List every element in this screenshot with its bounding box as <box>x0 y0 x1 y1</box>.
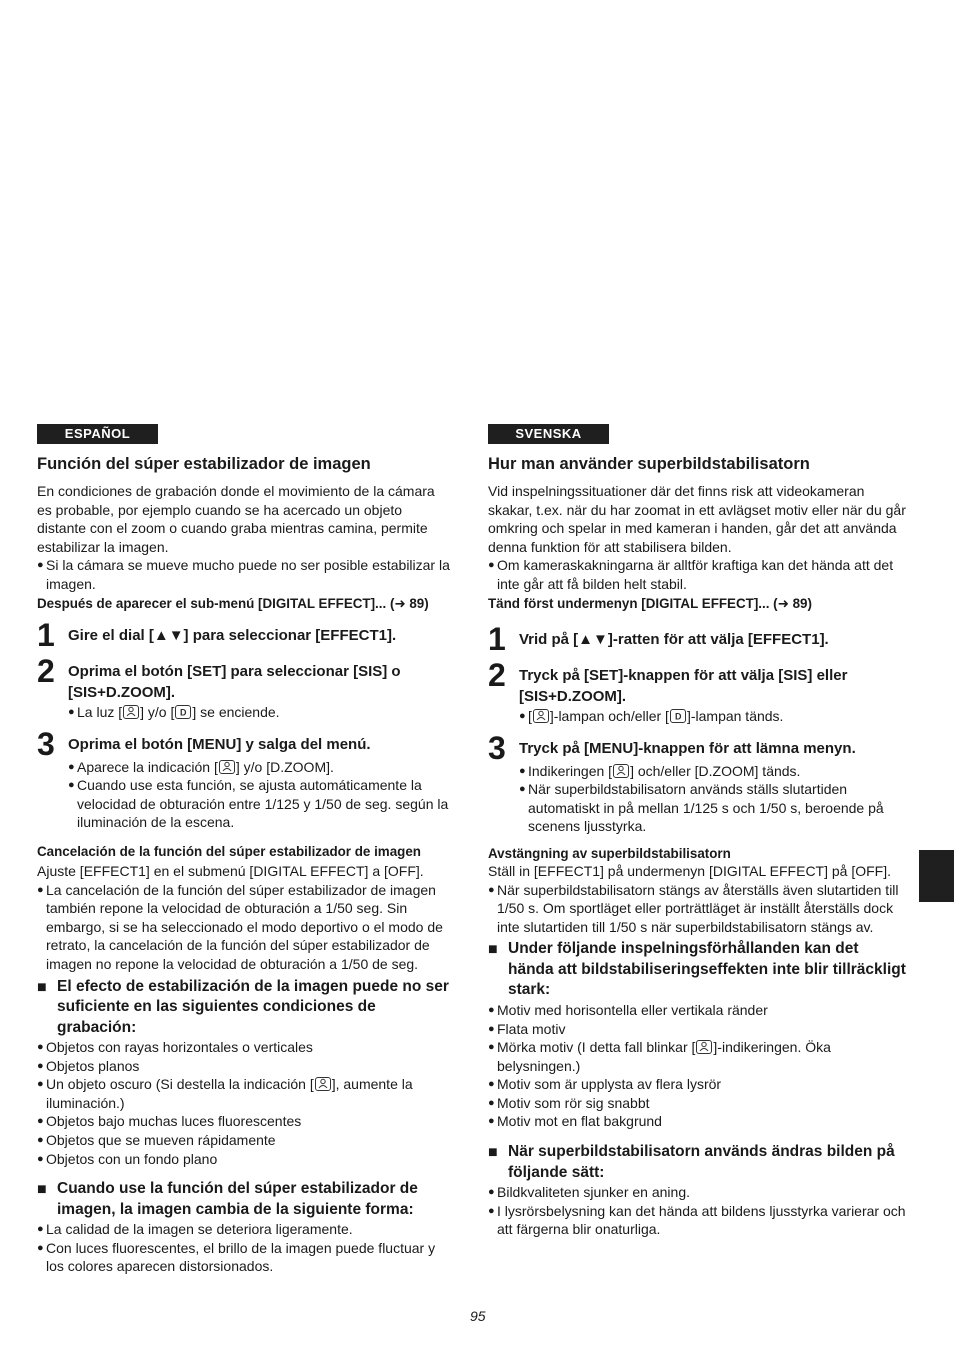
list-item: ● Objetos bajo muchas luces fluorescentes <box>37 1113 302 1130</box>
page-number: 95 <box>470 1308 486 1324</box>
list-item: ● Con luces fluorescentes, el brillo de la imagen puede fluctuar y los colores aparecen distorsionados. <box>37 1239 436 1275</box>
hand-stabilizer-icon <box>696 1040 712 1054</box>
list-item: ● Objetos con un fondo plano <box>37 1150 218 1167</box>
d-zoom-icon <box>175 705 191 719</box>
column-svenska <box>488 424 906 1239</box>
intro-note: ● Om kameraskakningarna är alltför kraftiga kan det hända att det inte går att få bilden helt stabil. <box>488 557 894 592</box>
intro-text: En condiciones de grabación donde el movimiento de la cámara es probable, por ejemplo cuando se ha acercado un objeto distante con el zoom o cuando graba mientras camina, permite estabilizar la imagen. <box>37 483 435 555</box>
list-item: ● Un objeto oscuro (Si destella la indicación [ ], aumente la iluminación.) <box>37 1076 413 1111</box>
pre-step-note: Tänd först undermenyn [DIGITAL EFFECT]... (➜ 89) <box>488 595 812 611</box>
step-2: 2 Oprima el botón [SET] para seleccionar [SIS] o [SIS+D.ZOOM]. <box>37 653 401 702</box>
image-change-heading: ■ När superbildstabilisatorn används ändras bilden på följande sätt: <box>488 1143 895 1181</box>
step-2: 2 Tryck på [SET]-knappen för att välja [SIS] eller [SIS+D.ZOOM]. <box>488 657 848 706</box>
cancel-note: ● La cancelación de la función del súper estabilizador de imagen también repone la velocidad de obturación a 1/50 seg. Sin embargo, si se ha seleccionado el modo deportivo o el modo de retrato, la cancelación de la función del súper estabilizador de imagen no repone la velocidad de obturación a 1/50 de seg. <box>37 881 443 972</box>
step-3-note-2: ● När superbildstabilisatorn används ställs slutartiden automatiskt in på mellan 1/125 s och 1/50 s, beroende på scenens ljusstyrka. <box>519 781 884 835</box>
step-1: 1 Gire el dial [▲▼] para seleccionar [EFFECT1]. <box>37 617 397 654</box>
hand-stabilizer-icon <box>613 764 629 778</box>
list-item: ● Objetos que se mueven rápidamente <box>37 1132 276 1149</box>
list-item: ● I lysrörsbelysning kan det hända att bildens ljusstyrka varierar och att färgerna blir onaturliga. <box>488 1202 906 1238</box>
intro-text: Vid inspelningssituationer där det finns risk att videokameran skakar, t.ex. när du har zoomat in ett avlägset motiv eller när du går omkring och spelar in med kameran i handen, går det att använda denna funktion för att stabilisera bilden. <box>488 483 906 555</box>
pre-step-note: Después de aparecer el sub-menú [DIGITAL EFFECT]... (➜ 89) <box>37 595 429 611</box>
section-title: Función del súper estabilizador de imagen <box>37 455 371 473</box>
list-item: ● Bildkvaliteten sjunker en aning. <box>488 1184 691 1201</box>
list-item: ● Objetos planos <box>37 1057 140 1074</box>
svg-text:D: D <box>674 711 682 722</box>
list-item: ● Motiv som är upplysta av flera lysrör <box>488 1076 722 1093</box>
list-item: ● La calidad de la imagen se deteriora ligeramente. <box>37 1221 353 1238</box>
step-2-note: ● La luz [ ] y/o [ D ] se enciende. <box>68 704 280 721</box>
cancel-note: ● När superbildstabilisatorn stängs av återställs även slutartiden till 1/50 s. Om sportläget eller porträttläget är inställt återställs dock inte slutartiden till 1/50 s när superbildstabilisatorn stängs av. <box>488 881 899 935</box>
section-title: Hur man använder superbildstabilisatorn <box>488 455 810 473</box>
intro-note: ● Si la cámara se mueve mucho puede no ser posible estabilizar la imagen. <box>37 557 450 592</box>
step-1: 1 Vrid på [▲▼]-ratten för att välja [EFFECT1]. <box>488 621 829 658</box>
language-tag: ESPAÑOL <box>37 424 158 444</box>
hand-stabilizer-icon <box>315 1077 331 1091</box>
step-3-note-2: ● Cuando use esta función, se ajusta automáticamente la velocidad de obturación entre 1/125 y 1/50 de seg. según la iluminación de la escena. <box>68 777 449 831</box>
section-index-tab <box>919 850 954 902</box>
list-item: ● Flata motiv <box>488 1020 566 1037</box>
svg-text:D: D <box>180 707 187 718</box>
step-3: 3 Tryck på [MENU]-knappen för att lämna menyn. <box>488 729 856 766</box>
list-item: ● Motiv med horisontella eller vertikala ränder <box>488 1001 768 1018</box>
hand-stabilizer-icon <box>123 705 139 719</box>
step-3-note-1: ● Aparece la indicación [ ] y/o [D.ZOOM]. <box>68 758 334 775</box>
cancel-text: Ajuste [EFFECT1] en el submenú [DIGITAL EFFECT] a [OFF]. <box>37 863 424 880</box>
conditions-heading: ■ El efecto de estabilización de la imagen puede no ser suficiente en las siguientes condiciones de grabación: <box>37 977 449 1036</box>
language-tag: SVENSKA <box>488 424 609 444</box>
conditions-heading: ■ Under följande inspelningsförhållanden kan det hända att bildstabiliseringseffekten inte blir tillräckligt stark: <box>488 940 906 999</box>
list-item: ● Motiv mot en flat bakgrund <box>488 1113 662 1130</box>
step-3-note-1: ● Indikeringen [ ] och/eller [D.ZOOM] tänds. <box>519 762 801 779</box>
column-espanol <box>37 424 453 1276</box>
list-item: ● Objetos con rayas horizontales o verticales <box>37 1039 313 1056</box>
hand-stabilizer-icon <box>219 760 235 774</box>
d-zoom-icon <box>670 709 686 723</box>
list-item: ● Mörka motiv (I detta fall blinkar [ ]-indikeringen. Öka belysningen.) <box>488 1039 831 1074</box>
image-change-heading: ■ Cuando use la función del súper estabilizador de imagen, la imagen cambia de la siguiente forma: <box>37 1180 418 1218</box>
cancel-text: Ställ in [EFFECT1] på undermenyn [DIGITAL EFFECT] på [OFF]. <box>488 863 892 880</box>
list-item: ● Motiv som rör sig snabbt <box>488 1094 650 1111</box>
step-2-note: ● [ ]-lampan och/eller [ D ]-lampan tänds. <box>519 708 784 725</box>
cancel-title: Avstängning av superbildstabilisatorn <box>488 846 731 862</box>
hand-stabilizer-icon <box>533 709 549 723</box>
step-3: 3 Oprima el botón [MENU] y salga del menú. <box>37 725 371 762</box>
cancel-title: Cancelación de la función del súper estabilizador de imagen <box>37 844 421 860</box>
